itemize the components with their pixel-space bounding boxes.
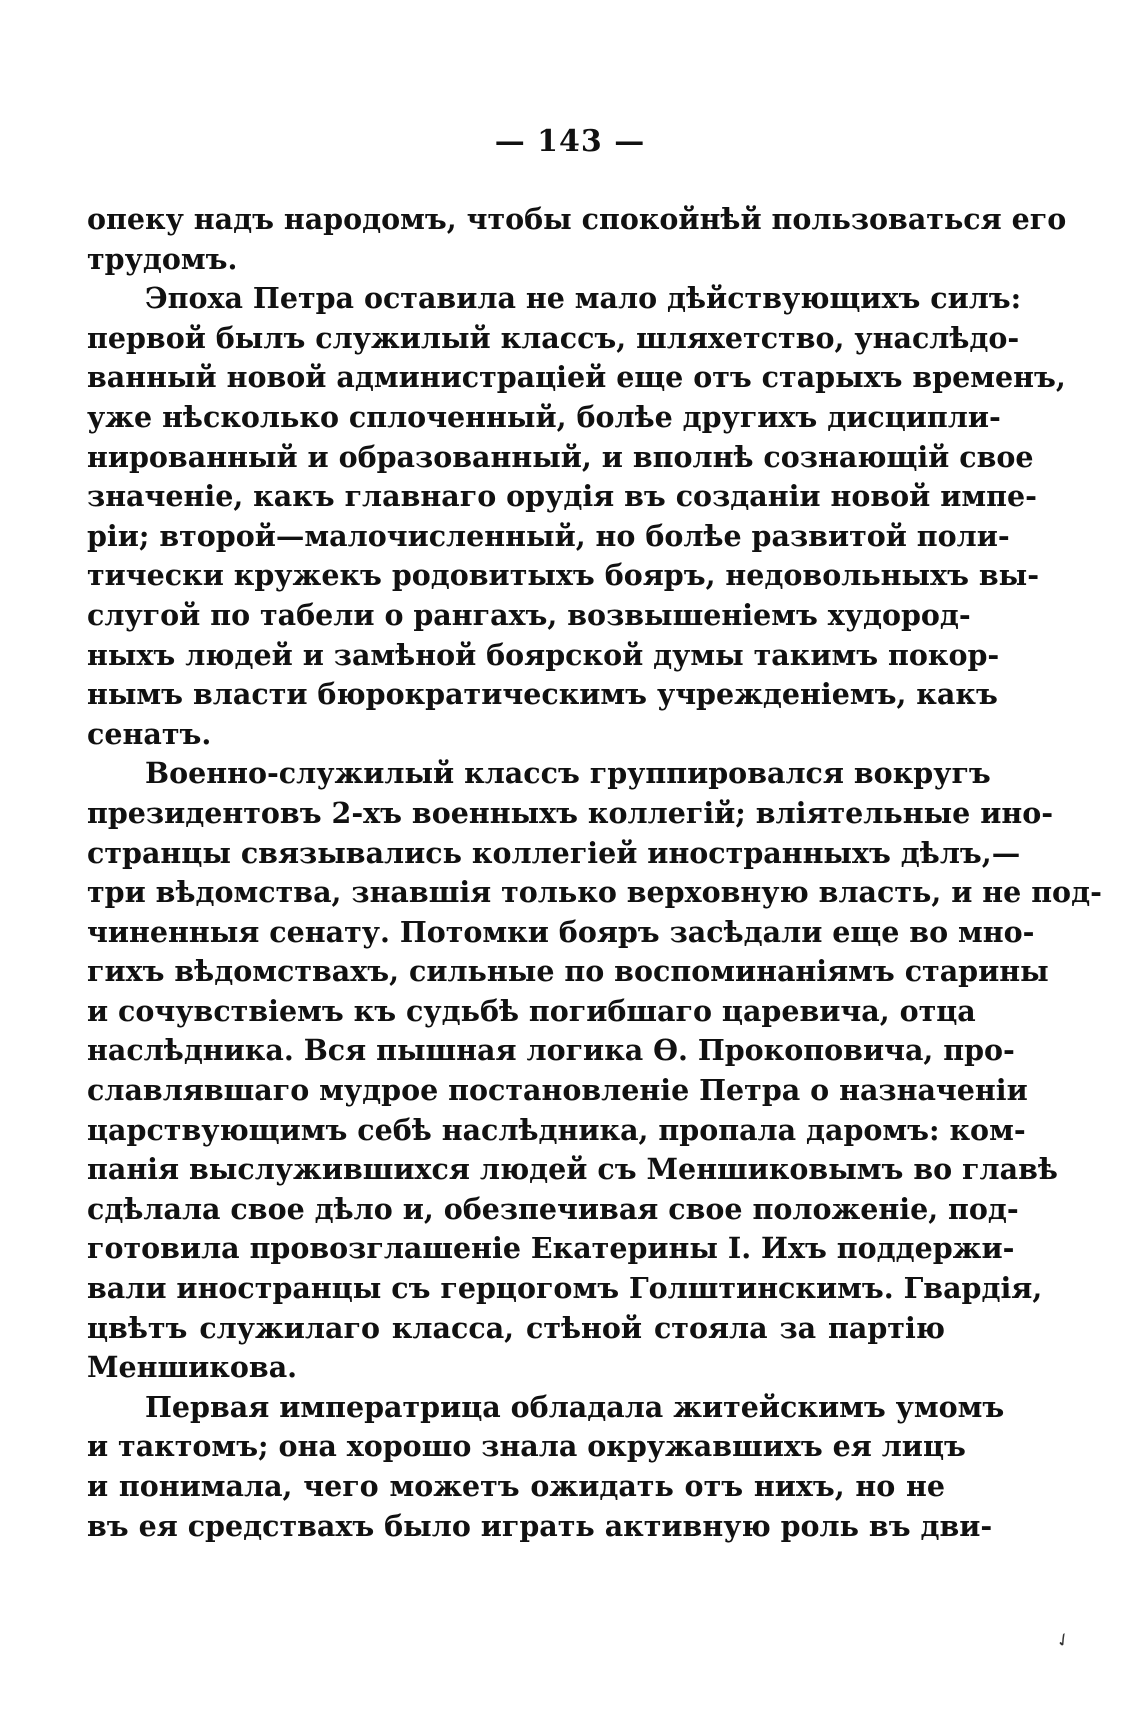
text-line: первой былъ служилый классъ, шляхетство, унаслѣдо- [87,320,1020,355]
text-line: странцы связывались коллегіей иностранныхъ дѣлъ,— [87,835,1021,870]
text-line: Первая императрица обладала житейскимъ умомъ [145,1389,1005,1424]
text-line: чиненныя сенату. Потомки бояръ засѣдали еще во мно- [87,914,1035,949]
text-line: и понимала, чего можетъ ожидать отъ нихъ, но не [87,1469,945,1503]
text-line: сдѣлала свое дѣло и, обезпечивая свое положеніе, под- [87,1191,1019,1226]
text-line: и тактомъ; она хорошо знала окружавшихъ ея лицъ [87,1429,966,1464]
text-line: ныхъ людей и замѣной боярской думы такимъ покор- [87,637,1000,672]
text-line: нированный и образованный, и вполнѣ сознающій свое [87,439,1034,474]
text-line: трудомъ. [87,241,238,276]
text-line: и сочувствіемъ къ судьбѣ погибшаго царевича, отца [87,993,976,1028]
text-line: Военно-служилый классъ группировался вокругъ [145,756,991,791]
text-line: гихъ вѣдомствахъ, сильные по воспоминаніямъ старины [87,954,1049,989]
text-line: нымъ власти бюрократическимъ учрежденіемъ, какъ [87,677,998,712]
text-line: готовила провозглашеніе Екатерины I. Ихъ поддержи- [87,1231,1015,1266]
text-line: президентовъ 2-хъ военныхъ коллегій; вліятельные ино- [87,795,1054,830]
text-line: царствующимъ себѣ наслѣдника, пропала даромъ: ком- [87,1112,1026,1147]
body-text [87,200,1102,1546]
text-line: славлявшаго мудрое постановленіе Петра о назначеніи [87,1073,1028,1108]
text-line: Меншикова. [87,1350,298,1385]
text-line: панія выслужившихся людей съ Меншиковымъ во главѣ [87,1152,1058,1187]
text-line: уже нѣсколько сплоченный, болѣе другихъ дисципли- [87,399,1001,434]
text-line: ріи; второй—малочисленный, но болѣе развитой поли- [87,518,1010,553]
text-line: слугой по табели о рангахъ, возвышеніемъ худород- [87,597,971,632]
stray-ink-mark: ✓ [1051,1627,1076,1654]
text-line: наслѣдника. Вся пышная логика Ѳ. Прокоповича, про- [87,1033,1015,1068]
text-line: сенатъ. [87,716,212,751]
text-line: значеніе, какъ главнаго орудія въ созданіи новой импе- [87,479,1037,514]
text-line: цвѣтъ служилаго класса, стѣной стояла за партію [87,1310,945,1345]
text-line: тически кружекъ родовитыхъ бояръ, недовольныхъ вы- [87,558,1040,593]
text-line: Эпоха Петра оставила не мало дѣйствующихъ силъ: [145,281,1022,316]
text-line: три вѣдомства, знавшія только верховную власть, и не под- [87,875,1102,910]
text-line: вали иностранцы съ герцогомъ Голштинскимъ. Гвардія, [87,1271,1043,1306]
page-number: — 143 — [494,124,646,159]
text-line: опеку надъ народомъ, чтобы спокойнѣй пользоваться его [87,202,1067,236]
text-line: въ ея средствахъ было играть активную роль въ дви- [87,1508,993,1543]
text-line: ванный новой администраціей еще отъ старыхъ временъ, [87,360,1066,395]
